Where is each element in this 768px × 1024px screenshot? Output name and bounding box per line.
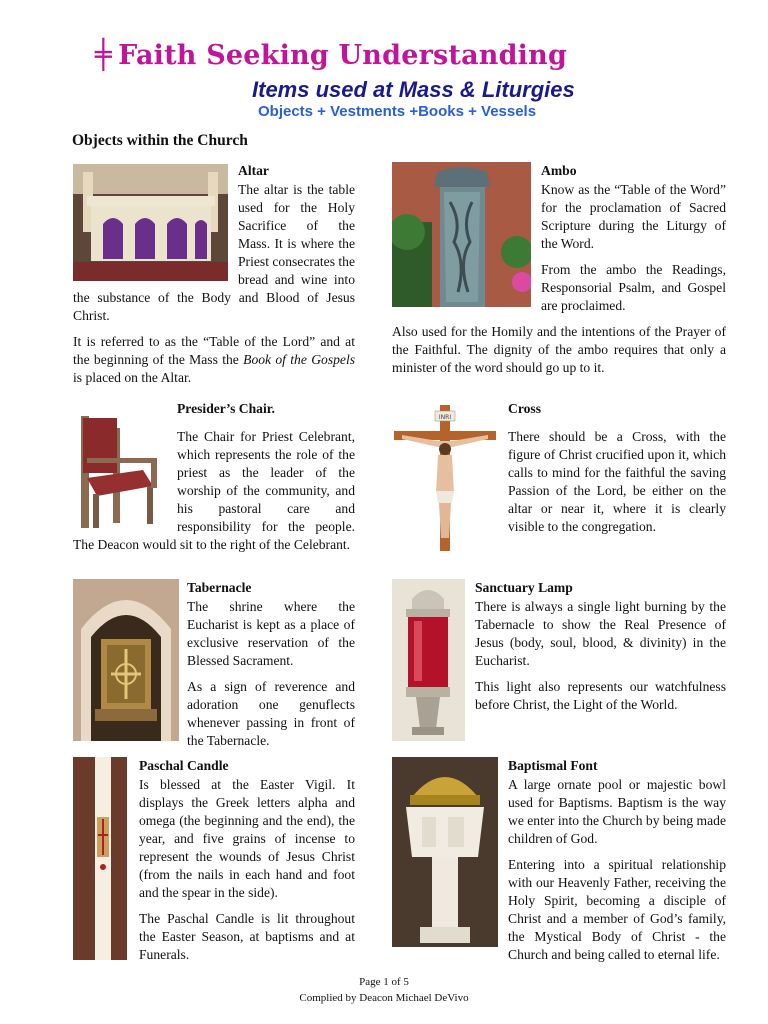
ambo-text-2: From the ambo the Readings, Responsorial Psalm, and Gospel are proclaimed. bbox=[541, 262, 726, 313]
lamp-text-1: There is always a single light burning by the Tabernacle to show the Real Presence of Jesus (body, soul, blood, & divinity) in the Eucharist. bbox=[475, 599, 726, 668]
lamp-block bbox=[392, 579, 726, 743]
brand-title bbox=[95, 38, 567, 71]
brand-text: Faith Seeking Understanding bbox=[118, 40, 568, 71]
inri-label: INRI bbox=[438, 414, 452, 421]
section-title: Objects within the Church bbox=[72, 132, 248, 149]
chair-block bbox=[73, 400, 355, 562]
altar-text-2: It is referred to as the “Table of the Lord” and at the beginning of the Mass the Book of the Gospels is placed on the Altar. bbox=[73, 334, 356, 385]
cross-title: Cross bbox=[508, 401, 541, 416]
candle-text-2: The Paschal Candle is lit throughout the Easter Season, at baptisms and at Funerals. bbox=[139, 911, 355, 962]
altar-title: Altar bbox=[238, 163, 269, 178]
font-text-2: Entering into a spiritual relationship with our Heavenly Father, receiving the Holy Spirit, becoming a disciple of Christ and a member of God’s family, the Mystical Body of Christ - the Church and being called to eternal life. bbox=[508, 857, 726, 962]
paschal-candle-image bbox=[73, 757, 127, 960]
ambo-text-3: Also used for the Homily and the intentions of the Prayer of the Faithful. The dignity of the ambo requires that only a minister of the word should go up to it. bbox=[392, 324, 726, 375]
page-number: Page 1 of 5 bbox=[359, 976, 409, 988]
page-title: Items used at Mass & Liturgies bbox=[252, 77, 575, 102]
sanctuary-lamp-image bbox=[392, 579, 465, 741]
crucifix-image bbox=[392, 403, 498, 553]
tabernacle-text-1: The shrine where the Eucharist is kept as a place of exclusive reservation of the Blessed Sacrament. bbox=[187, 599, 355, 668]
cross-text-1: There should be a Cross, with the figure of Christ crucified upon it, which calls to mind for the faithful the saving Passion of the Lord, be either on the altar or near it, where it is clearly visible to the congregation. bbox=[508, 429, 726, 534]
chair-image bbox=[73, 408, 165, 533]
altar-text-1: The altar is the table used for the Holy Sacrifice of the Mass. It is where the Priest consecrates the bread and wine into the substance of the Body and Blood of Jesus Christ. bbox=[73, 182, 356, 323]
cross-icon: ╪ bbox=[95, 38, 113, 71]
ambo-title: Ambo bbox=[541, 163, 577, 178]
ambo-block bbox=[392, 162, 726, 385]
ambo-text-1: Know as the “Table of the Word” for the proclamation of Sacred Scripture during the Liturgy of the Word. bbox=[541, 182, 726, 251]
tabernacle-text-2: As a sign of reverence and adoration one genuflects whenever passing in front of the Tabernacle. bbox=[187, 679, 355, 748]
baptismal-font-image bbox=[392, 757, 498, 947]
candle-text-1: Is blessed at the Easter Vigil. It displays the Greek letters alpha and omega (the beginning and the end), the year, and five grains of incense to represent the wounds of Jesus Christ (from the nails in each hand and foot and the spear in the side). bbox=[139, 777, 355, 900]
altar-image bbox=[73, 164, 228, 281]
tabernacle-image bbox=[73, 579, 179, 741]
tabernacle-block bbox=[73, 579, 355, 758]
chair-title: Presider’s Chair. bbox=[177, 401, 275, 416]
tabernacle-title: Tabernacle bbox=[187, 580, 252, 595]
altar-block bbox=[73, 162, 355, 395]
chair-text-1: The Chair for Priest Celebrant, which represents the role of the priest as the leader of the worship of the community, and his pastoral care and responsibility for the people. The Deacon would sit to the right of the Celebrant. bbox=[73, 429, 355, 552]
candle-block bbox=[139, 757, 355, 972]
font-block bbox=[392, 757, 726, 972]
candle-title: Paschal Candle bbox=[139, 758, 229, 773]
page-subtitle: Objects + Vestments +Books + Vessels bbox=[258, 103, 537, 120]
cross-block bbox=[392, 400, 726, 555]
footer-credit: Complied by Deacon Michael DeVivo bbox=[299, 992, 469, 1004]
lamp-title: Sanctuary Lamp bbox=[475, 580, 573, 595]
font-text-1: A large ornate pool or majestic bowl used for Baptisms. Baptism is the way we enter into the Church by being made children of God. bbox=[508, 777, 726, 846]
font-title: Baptismal Font bbox=[508, 758, 598, 773]
ambo-image bbox=[392, 162, 531, 307]
lamp-text-2: This light also represents our watchfulness before Christ, the Light of the World. bbox=[475, 679, 726, 712]
